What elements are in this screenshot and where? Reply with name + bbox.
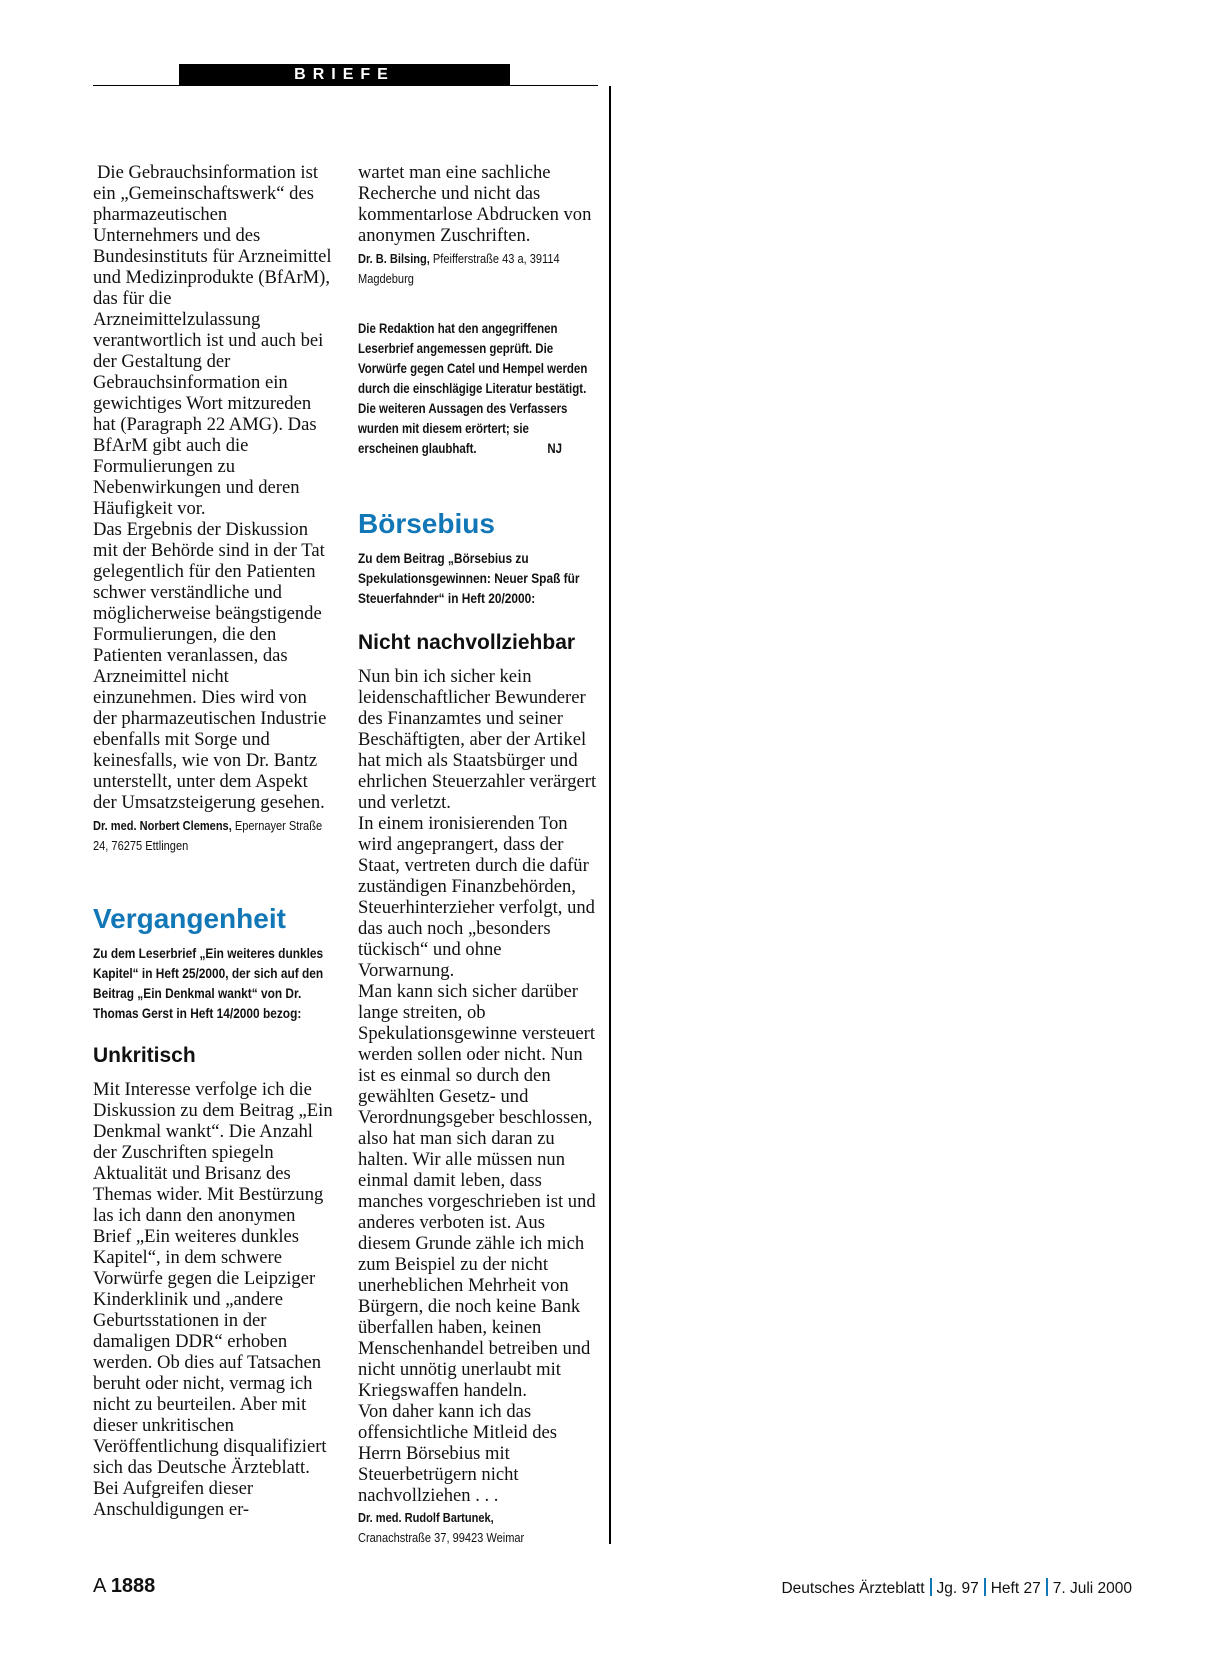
signature-name: Dr. B. Bilsing, — [358, 251, 430, 266]
footer-separator — [930, 1578, 932, 1596]
journal-volume: Jg. 97 — [936, 1580, 979, 1597]
body-paragraph: Von daher kann ich das offensichtliche Mitleid des Herrn Börsebius mit Steuerbetrügern nicht nachvollziehen . . . — [358, 1401, 557, 1506]
page-number — [93, 1574, 155, 1598]
letter-signature — [93, 816, 335, 856]
body-paragraph: Nun bin ich sicher kein leidenschaftlicher Bewunderer des Finanzamtes und seiner Beschäftigten, aber der Artikel hat mich als Staatsbürger und ehrlichen Steuerzahler verärgert und verletzt. — [358, 666, 597, 813]
column-right — [358, 162, 600, 1548]
letter-headline: Nicht nachvollziehbar — [358, 631, 576, 654]
editor-note-closing: erscheinen glaubhaft. — [358, 441, 477, 456]
header-rule — [93, 85, 598, 86]
editor-initials: NJ — [547, 441, 562, 456]
page-prefix: A — [93, 1575, 106, 1597]
column-divider — [609, 86, 611, 1544]
body-paragraph: Die Gebrauchsinformation ist ein „Gemeinschaftswerk“ des pharmazeutischen Unternehmers und des Bundesinstituts für Arzneimittel und Medizinprodukte (BfArM), das für die Arzneimittelzulassung verantwortlich ist und auch bei der Gestaltung der Gebrauchsinformation ein gewichtiges Wort mitzureden hat (Paragraph 22 AMG). Das BfArM gibt auch die Formulierungen zu Nebenwirkungen und deren Häufigkeit vor. — [93, 162, 332, 519]
section-header — [179, 64, 510, 86]
signature-address: Epernayer Straße 24, 76275 Ettlingen — [93, 818, 323, 853]
column-left — [93, 162, 335, 1520]
editor-note-text: Die Redaktion hat den angegriffenen Leserbrief angemessen geprüft. Die Vorwürfe gegen Catel und Hempel werden durch die einschlägige Literatur bestätigt. Die weiteren Aussagen des Verfassers wurden mit diesem erörtert; sie — [358, 321, 588, 436]
letter-headline: Unkritisch — [93, 1044, 196, 1067]
section-intro: Zu dem Beitrag „Börsebius zu Spekulationsgewinnen: Neuer Spaß für Steuerfahnder“ in Heft 20/2000: — [358, 550, 580, 606]
body-paragraph: In einem ironisierenden Ton wird angeprangert, dass der Staat, vertreten durch die dafür zuständigen Finanzbehörden, Steuerhinterzieher verfolgt, und das auch noch „besonders tückisch“ und ohne Vorwarnung. — [358, 813, 595, 981]
journal-footer — [781, 1578, 1132, 1599]
section-header-label: BRIEFE — [294, 66, 395, 83]
letter-signature — [358, 249, 600, 289]
footer-separator — [984, 1578, 986, 1596]
letter-signature — [358, 1508, 600, 1548]
journal-date: 7. Juli 2000 — [1052, 1580, 1132, 1597]
signature-name: Dr. med. Rudolf Bartunek, — [358, 1510, 494, 1525]
body-paragraph: Man kann sich sicher darüber lange streiten, ob Spekulationsgewinne versteuert werden sollen oder nicht. Nun ist es einmal so durch den gewählten Gesetz- und Verordnungsgeber beschlossen, also hat man sich daran zu halten. Wir alle müssen nun einmal damit leben, dass manches vorgeschrieben ist und anderes verboten ist. Aus diesem Grunde zähle ich mich zum Beispiel zu der nicht unerheblichen Mehrheit von Bürgern, die noch keine Bank überfallen haben, keinen Menschenhandel betreiben und nicht unnötig unerlaubt mit Kriegswaffen handeln. — [358, 981, 596, 1401]
editor-note — [358, 319, 600, 459]
journal-name: Deutsches Ärzteblatt — [781, 1580, 925, 1597]
footer-separator — [1046, 1578, 1048, 1596]
body-paragraph: Das Ergebnis der Diskussion mit der Behörde sind in der Tat gelegentlich für den Patienten schwer verständliche und möglicherweise beängstigende Formulierungen, die den Patienten veranlassen, das Arzneimittel nicht einzunehmen. Dies wird von der pharmazeutischen Industrie ebenfalls mit Sorge und keinesfalls, wie von Dr. Bantz unterstellt, unter dem Aspekt der Umsatzsteigerung gesehen. — [93, 519, 327, 813]
signature-address: Pfeifferstraße 43 a, 39114 Magdeburg — [358, 251, 560, 286]
signature-address: Cranachstraße 37, 99423 Weimar — [358, 1530, 525, 1545]
section-title: Vergangenheit — [93, 903, 286, 934]
body-paragraph: Mit Interesse verfolge ich die Diskussion zu dem Beitrag „Ein Denkmal wankt“. Die Anzahl der Zuschriften spiegeln Aktualität und Brisanz des Themas wider. Mit Bestürzung las ich dann den anonymen Brief „Ein weiteres dunkles Kapitel“, in dem schwere Vorwürfe gegen die Leipziger Kinderklinik und „andere Geburtsstationen in der damaligen DDR“ erhoben werden. Ob dies auf Tatsachen beruht oder nicht, vermag ich nicht zu beurteilen. Aber mit dieser unkritischen Veröffentlichung disqualifiziert sich das Deutsche Ärzteblatt. Bei Aufgreifen dieser Anschuldigungen er- — [93, 1079, 333, 1520]
page-number-value: 1888 — [110, 1575, 156, 1597]
section-title: Börsebius — [358, 508, 495, 539]
journal-issue: Heft 27 — [990, 1580, 1041, 1597]
body-paragraph: wartet man eine sachliche Recherche und nicht das kommentarlose Abdrucken von anonymen Zuschriften. — [358, 162, 592, 246]
editor-note-last-line — [358, 439, 562, 459]
section-intro: Zu dem Leserbrief „Ein weiteres dunkles Kapitel“ in Heft 25/2000, der sich auf den Beitrag „Ein Denkmal wankt“ von Dr. Thomas Gerst in Heft 14/2000 bezog: — [93, 945, 324, 1021]
signature-name: Dr. med. Norbert Clemens, — [93, 818, 232, 833]
